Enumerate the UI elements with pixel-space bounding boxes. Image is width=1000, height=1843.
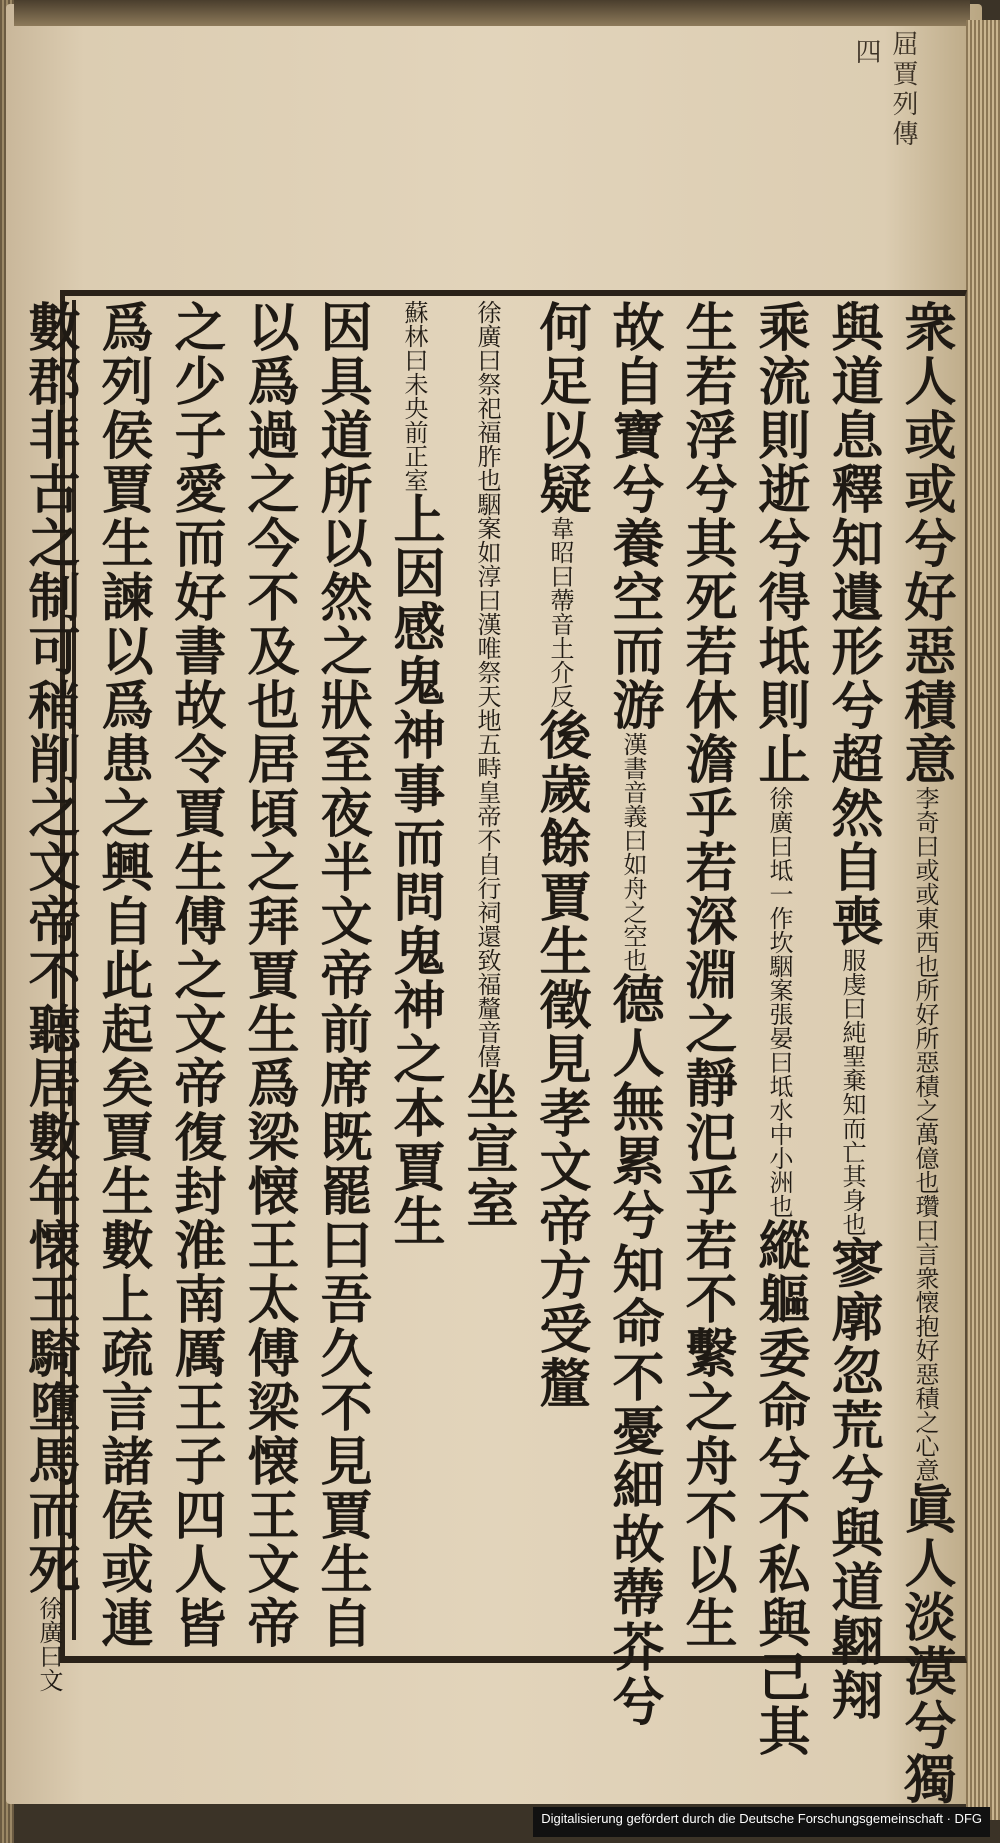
text-column [889,300,962,1806]
page-stack-edge [966,20,1000,1820]
digitization-credit: Digitalisierung gefördert durch die Deutsche Forschungsgemeinschaft · DFG [533,1807,990,1837]
main-text: 上因感鬼神事而問鬼神之本賈生 [384,492,445,1248]
main-text: 眞人淡漠兮獨 [895,1482,956,1806]
main-text: 後歲餘賈生徵見孝文帝方受釐 [530,708,591,1410]
main-text: 衆人或或兮好惡積意 [895,300,956,786]
commentary-note: 漢書音義曰如舟之空也 [619,732,647,972]
text-column [159,300,232,1650]
main-text: 爲列侯賈生諫以爲患之興自此起矣賈生數上疏言諸侯或連 [92,300,153,1650]
main-text: 數郡非古之制可稍削之文帝不聽居數年懐王騎墮馬而死 [19,300,80,1596]
commentary-note: 徐廣曰坻一作坎駰案張晏曰坻水中小洲也 [765,786,793,1218]
text-column [378,300,451,1630]
main-text: 何足以疑 [530,300,591,516]
main-text: 縱軀委命兮不私與己其 [749,1218,810,1758]
main-text: 寥廓忽荒兮與道翺翔 [822,1236,883,1722]
text-column [597,300,670,1728]
main-text: 之少子愛而好書故令賈生傅之文帝復封淮南厲王子四人皆 [165,300,226,1650]
commentary-note: 徐廣曰祭祀福胙也駰案如淳曰漢唯祭天地五畤皇帝不自行祠還致福釐音僖 [473,300,501,1068]
text-column [13,300,86,1692]
main-text: 坐宣室 [457,1068,518,1230]
main-text: 故自寶兮養空而游 [603,300,664,732]
top-page-edge [14,0,970,26]
text-column [232,300,305,1650]
main-text: 與道息釋知遺形兮超然自喪 [822,300,883,948]
commentary-note: 李奇曰或或東西也所好所惡積之萬億也瓚曰言衆懐抱好惡積之心意 [911,786,939,1482]
text-column [670,300,743,1650]
main-text: 乘流則逝兮得坻則止 [749,300,810,786]
header-page-number: 四 [851,38,881,68]
text-column [305,300,378,1650]
commentary-note: 韋昭曰蔕音土介反 [546,516,574,708]
commentary-note: 徐廣曰文 [35,1596,63,1692]
main-text: 德人無累兮知命不憂細故蔕芥兮 [603,972,664,1728]
main-text: 因具道所以然之狀至夜半文帝前席既罷曰吾久不見賈生自 [311,300,372,1650]
main-text: 以爲過之今不及也居頃之拜賈生爲梁懐王太傅梁懐王文帝 [238,300,299,1650]
text-column [743,300,816,1758]
header-title: 屈賈列傳 [888,30,918,150]
text-column [86,300,159,1650]
main-text: 生若浮兮其死若休澹乎若深淵之靜汜乎若不繫之舟不以生 [676,300,737,1650]
commentary-note: 蘇林曰未央前正室 [400,300,428,492]
commentary-note: 服虔曰純聖棄知而亡其身也 [838,948,866,1236]
text-column [816,300,889,1722]
text-columns [19,300,962,1806]
text-column [451,300,524,1630]
text-column [524,300,597,1630]
